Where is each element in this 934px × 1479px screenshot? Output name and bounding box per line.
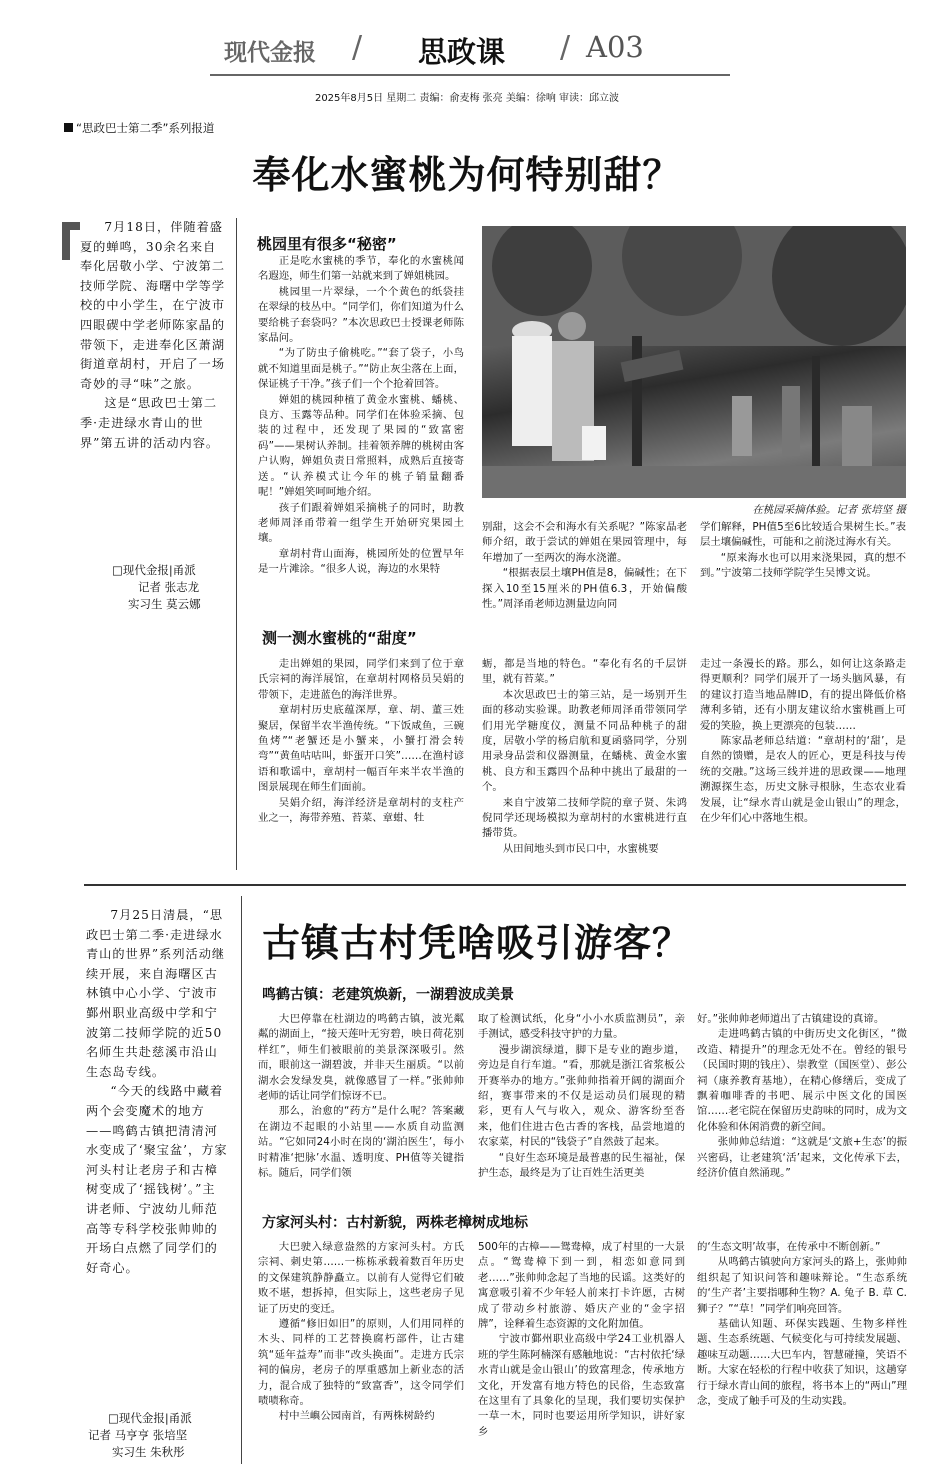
paragraph: 的‘生态文明’故事，在传承中不断创新。” (697, 1241, 881, 1253)
masthead-slash-left: / (352, 30, 363, 65)
article1-col4 (258, 657, 464, 826)
article1-col1 (258, 254, 464, 578)
article1-col5 (482, 657, 687, 857)
paragraph: 从田间地头到市民口中，水蜜桃要 (502, 842, 659, 855)
subhead-1b: 测一测水蜜桃的“甜度” (262, 629, 417, 647)
article2-col5 (478, 1240, 685, 1440)
paragraph: 宁波市鄞州职业高级中学24工业机器人班的学生陈阿楠深有感触地说：“古村依托‘绿水青山就是金山银山’的致富理念，传承地方文化，开发富有地方特色的民俗，生态致富在这里有了具象化的呈现，我们要切实保护一草一木，同时也要运用所学知识，讲好家乡 (478, 1333, 685, 1438)
paper-name: 现代金报 (224, 39, 316, 66)
article-separator (84, 884, 906, 886)
page-number: A03 (586, 30, 644, 64)
paragraph: “根据表层土壤PH值是8，偏碱性；在下探入10至15厘米的PH值6.3，开始偏酸性。”周泽甬老师边测量边向同 (482, 567, 687, 611)
bracket-icon (62, 222, 80, 260)
intro-paragraph: 7月25日清晨，“思政巴士第二季·走进绿水青山的世界”系列活动继续开展，来自海曙区古林镇中心小学、宁波市鄞州职业高级中学和宁波第二技师学院的近50名师生共赴慈溪市沿山生态岛专线。 (86, 908, 226, 1079)
intro-2 (86, 906, 228, 1278)
paragraph: 婵姐的桃园种植了黄金水蜜桃、蟠桃、良方、玉露等品种。同学们在体验采摘、包装的过程中，还发现了果园的“致富密码”——果树认养制。挂着领养牌的桃树由客户认购，婵姐负责日常照料，成熟后直接寄送。“认养模式让今年的桃子销量翻番呢！”婵姐笑呵呵地介绍。 (258, 393, 464, 499)
paragraph: 基础认知题、环保实践题、生物多样性题、生态系统题、气候变化与可持续发展题、趣味互动题……大巴车内，智慧碰撞，笑语不断。大家在轻松的行程中收获了知识，这趟穿行于绿水青山间的旅程，将书本上的“两山”理念，变成了触手可及的生动实践。 (697, 1318, 907, 1408)
square-bullet-icon (64, 123, 73, 132)
paragraph: 正是吃水蜜桃的季节，奉化的水蜜桃闻名遐迩，师生们第一站就来到了婵姐桃园。 (258, 255, 464, 283)
paragraph: 走进鸣鹤古镇的中街历史文化街区，“微改造、精提升”的理念无处不在。曾经的银号（民国时期的钱庄）、崇教堂（国医堂）、彭公祠（康养教育基地），在精心修缮后，变成了飘着咖啡香的书吧、展示中医文化的国医馆……老宅院在保留历史韵味的同时，成为文化体验和休闲消费的新空间。 (697, 1028, 907, 1133)
paragraph: “原来海水也可以用来浇果园，真的想不到。”宁波第二技师学院学生吴博文说。 (700, 551, 906, 580)
paragraph: 章胡村背山面海，桃园所处的位置早年是一片滩涂。“很多人说，海边的水果特 (258, 547, 464, 576)
paragraph: 来自宁波第二技师学院的章子贤、朱鸿倪同学还现场模拟为章胡村的水蜜桃进行直播带货。 (482, 796, 687, 840)
paragraph: 好。”张帅帅老师道出了古镇建设的真谛。 (697, 1013, 885, 1025)
byline-line: □现代金报|甬派 (112, 563, 196, 577)
paragraph: 漫步湖滨绿道，脚下是专业的跑步道，旁边是自行车道。“看，那就是浙江省浆板公开赛举办的地方。”张帅帅指着开阔的湖面介绍，赛事带来的不仅是运动员们展现的精彩，更有人气与收入，观众、游客纷至沓来，他们住进古色古香的客栈，品尝地道的农家菜，村民的“钱袋子”自然鼓了起来。 (478, 1043, 685, 1149)
headline-2: 古镇古村凭啥吸引游客？ (262, 921, 692, 965)
paragraph: 张帅帅总结道：“这就是‘文旅+生态’的振兴密码，让老建筑‘活’起来，文化传承下去，经济价值自然涌现。” (697, 1136, 907, 1180)
subhead-1a: 桃园里有很多“秘密” (257, 235, 397, 253)
byline-2 (88, 1410, 234, 1461)
paragraph: 学们解释，PH值5至6比较适合果树生长。”表层土壤偏碱性，可能和之前浇过海水有关。 (700, 521, 906, 549)
article2-col2 (478, 1012, 685, 1181)
paragraph: 走出婵姐的果园，同学们来到了位于章氏宗祠的海洋展馆，在章胡村网格员吴娟的带领下，走进蓝色的海洋世界。 (258, 658, 464, 701)
subhead-2b: 方家河头村：古村新貌，两株老樟树成地标 (262, 1215, 528, 1231)
article2-col6 (697, 1240, 907, 1409)
byline-line: 实习生 朱秋彤 (112, 1445, 185, 1459)
subhead-2a: 鸣鹤古镇：老建筑焕新，一湖碧波成美景 (262, 987, 514, 1003)
peach-orchard-photo (482, 226, 906, 498)
paragraph: 走过一条漫长的路。那么，如何让这条路走得更顺利？同学们展开了一场头脑风暴，有的建议打造当地品牌ID，有的提出降低价格薄利多销，还有小朋友建议给水蜜桃画上可爱的笑脸，换上更漂亮的包装…… (700, 658, 906, 732)
article2-col1 (258, 1012, 464, 1181)
masthead-rule (210, 74, 730, 76)
article1-col6 (700, 657, 906, 826)
paragraph: 遵循“修旧如旧”的原则，人们用同样的木头、同样的工艺替换腐朽部件，让古建筑“延年益寿”而非“改头换面”。走进方氏宗祠的偏房，老房子的厚重感加上新业态的活力，混合成了独特的“致富香”，这令同学们啧啧称奇。 (258, 1318, 464, 1408)
paragraph: 500年的古樟——鸳鸯樟，成了村里的一大景点。“鸳鸯樟下到一到，相恋如意同到老……”张帅帅念起了当地的民谣。这类好的寓意吸引着不少年轻人前来打卡许愿，古树成了带动乡村旅游、婚庆产业的“金字招牌”，诠释着生态资源的文化附加值。 (478, 1241, 685, 1331)
paragraph: 陈家晶老师总结道：“章胡村的‘甜’，是自然的馈赠，是农人的匠心，更是科技与传统的交融。”这场三线并进的思政课——地理溯源探生态，历史文脉寻根脉，生态农业看发展，让“绿水青山就是金山银山”的理念，在少年们心中落地生根。 (700, 735, 906, 825)
divider-vertical-1 (236, 218, 237, 870)
paragraph: 别甜，这会不会和海水有关系呢？”陈家晶老师介绍，敢于尝试的婵姐在果园管理中，每年增加了一至两次的海水浇灌。 (482, 521, 687, 564)
paragraph: 章胡村历史底蕴深厚，章、胡、董三姓聚居，保留半农半渔传统。“下饭咸鱼，三碗鱼烤”“老蟹还是小蟹来，小蟹打滑会转弯”“黄鱼咕咕叫，虾蛋开口笑”……在渔村谚语和歌谣中，章胡村一幅百年来半农半渔的图景展现在师生们面前。 (258, 704, 464, 794)
paragraph: 大巴驶入绿意盎然的方家河头村。方氏宗祠、刺史第……一栋栋承载着数百年历史的文保建筑静静矗立。以前有人觉得它们破败不堪，想拆掉，但实际上，这些老房子见证了历史的变迁。 (258, 1241, 464, 1315)
intro-paragraph: 这是“思政巴士第二季·走进绿水青山的世界”第五讲的活动内容。 (80, 396, 220, 450)
paragraph: 本次思政巴士的第三站，是一场别开生面的移动实验课。助教老师周泽甬带领同学们用光学糖度仪，测量不同品种桃子的甜度，居敬小学的杨启航和夏函骆同学，分别用录身品尝和仪器测量，在蟠桃、黄金水蜜桃、良方和玉露四个品种中挑出了最甜的一个。 (482, 688, 687, 794)
paragraph: 取了检测试纸，化身“小小水质监测员”，亲手测试，感受科技守护的力量。 (478, 1013, 685, 1041)
byline-line: □现代金报|甬派 (108, 1411, 192, 1425)
article2-col4 (258, 1240, 464, 1425)
series-label (64, 120, 214, 136)
photo-caption: 在桃园采摘体验。记者 张培坚 摄 (752, 504, 906, 516)
headline-1: 奉化水蜜桃为何特别甜？ (252, 153, 682, 197)
paragraph: 村中兰嶼公园南首，有两株树龄约 (278, 1410, 435, 1423)
masthead-slash-right: / (560, 30, 571, 65)
article1-col2 (482, 520, 687, 612)
byline-line: 实习生 莫云娜 (128, 597, 201, 611)
orchard-scene-icon (482, 226, 906, 498)
byline-1 (112, 562, 232, 613)
dateline: 2025年8月5日 星期二 责编：俞麦梅 张亮 美编：徐响 审读：邱立波 (314, 93, 620, 104)
divider-vertical-2 (241, 896, 242, 1464)
paragraph: 蛎，都是当地的特色。“奉化有名的千层饼里，就有苔菜。” (482, 658, 687, 686)
byline-line: 记者 张志龙 (138, 580, 200, 594)
byline-line: 记者 马亨亨 张培坚 (88, 1428, 188, 1442)
article1-col3 (700, 520, 906, 582)
section-name: 思政课 (418, 35, 506, 69)
paragraph: “为了防虫子偷桃吃。”“套了袋子，小鸟就不知道里面是桃子。”“防止灰尘落在上面，保证桃子干净。”孩子们一个个抢着回答。 (258, 347, 464, 391)
masthead (210, 18, 730, 88)
paragraph: 桃园里一片翠绿，一个个黄色的纸袋挂在翠绿的枝丛中。“同学们，你们知道为什么要给桃子套袋吗？”本次思政巴士授课老师陈家晶问。 (258, 285, 464, 345)
intro-paragraph: 7月18日，伴随着盛夏的蝉鸣，30余名来自奉化居敬小学、宁波第二技师学院、海曙中学等学校的中小学生，在宁波市四眼碶中学老师陈家晶的带领下，走进奉化区萧湖街道章胡村，开启了一场奇妙的寻“味”之旅。 (80, 220, 226, 391)
intro-1 (80, 218, 228, 453)
paragraph: 从鸣鹤古镇驶向方家河头的路上，张帅帅组织起了知识问答和趣味辩论。“生态系统的‘生产者’主要指哪种生物？A. 兔子 B. 草 C. 狮子？”“草！”同学们响亮回答。 (697, 1256, 907, 1315)
article2-col3 (697, 1012, 907, 1181)
paragraph: 吴娟介绍，海洋经济是章胡村的支柱产业之一，海带养殖、苔菜、章蚶、牡 (258, 796, 464, 825)
paragraph: “良好生态环境是最普惠的民生福祉，保护生态，最终是为了让百姓生活更美 (478, 1151, 685, 1180)
paragraph: 那么，治愈的“药方”是什么呢？答案藏在湖边不起眼的小站里——水质自动监测站。“它如同24小时在岗的‘湖泊医生’，每小时精准‘把脉’水温、透明度、PH值等关键指标。随后，同学们领 (258, 1105, 464, 1180)
paragraph: 大巴停靠在杜湖边的鸣鹤古镇，波光粼粼的湖面上，“接天莲叶无穷碧，映日荷花别样红”，师生们被眼前的美景深深吸引。然而，眼前这一湖碧波，并非天生丽质。“以前湖水会发绿发臭，就像感冒了一样。”张帅帅老师的话让同学们惊讶不已。 (258, 1013, 464, 1103)
series-text: “思政巴士第二季”系列报道 (76, 121, 215, 135)
intro-paragraph: “今天的线路中藏着两个会变魔术的地方——鸣鹤古镇把清清河水变成了‘聚宝盆’，方家河头村让老房子和古樟树变成了‘摇钱树’。”主讲老师、宁波幼儿师范高等专科学校张帅帅的开场白点燃了同学们的好奇心。 (86, 1084, 228, 1275)
paragraph: 孩子们跟着婵姐采摘桃子的同时，助教老师周泽甬带着一组学生开始研究果园土壤。 (258, 501, 464, 545)
